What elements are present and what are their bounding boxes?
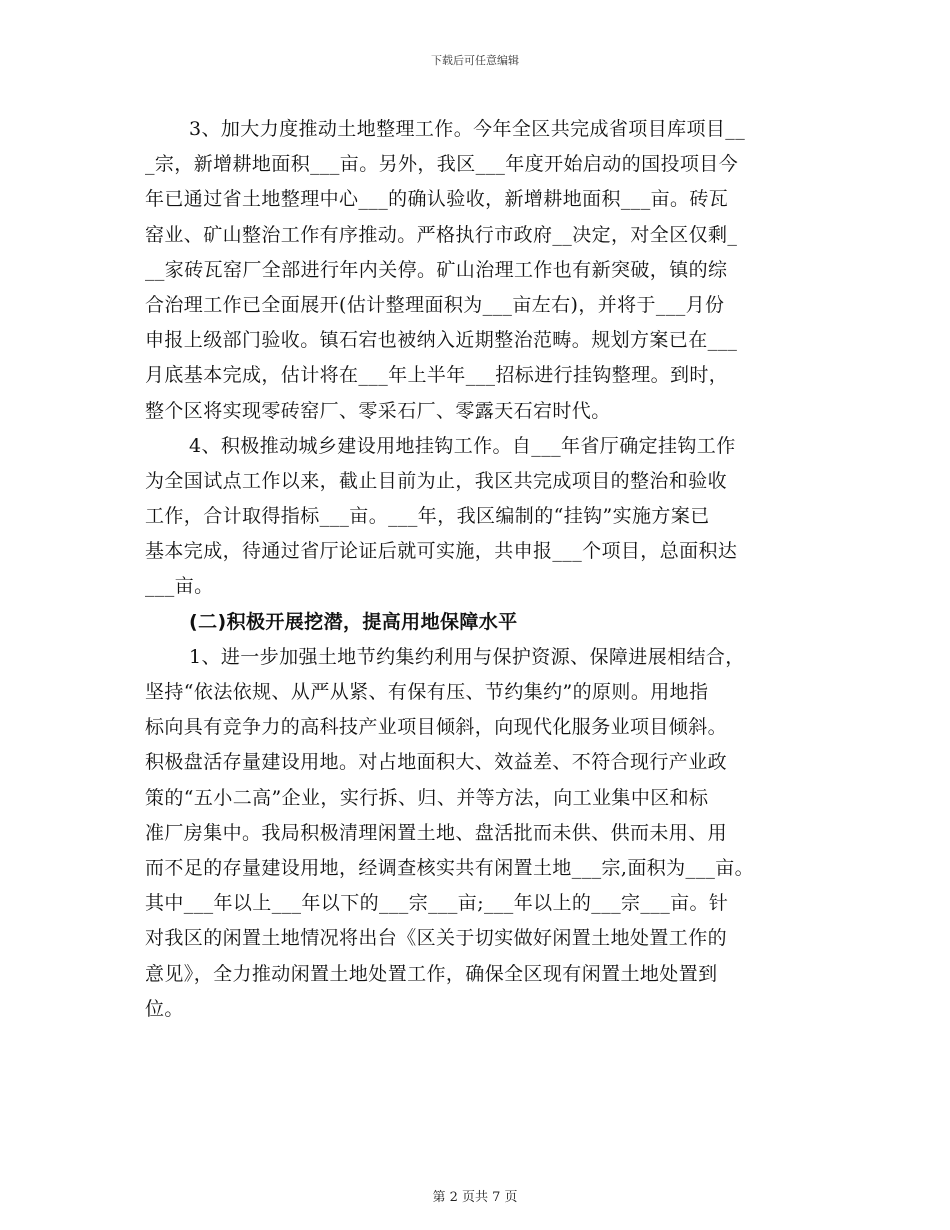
text-line: 标向具有竞争力的高科技产业项目倾斜，向现代化服务业项目倾斜。 [145, 716, 728, 739]
text-line: 积极盘活存量建设用地。对占地面积大、效益差、不符合现行产业政 [145, 751, 728, 774]
text-line: ___亩。 [145, 575, 214, 598]
text-line: __家砖瓦窑厂全部进行年内关停。矿山治理工作也有新突破，镇的综 [145, 258, 728, 281]
page-number: 第 2 页共 7 页 [432, 1190, 518, 1205]
text-line: 位。 [145, 997, 184, 1020]
text-line: 坚持“依法依规、从严从紧、有保有压、节约集约”的原则。用地指 [145, 681, 709, 703]
text-line: 为全国试点工作以来，截止目前为止，我区共完成项目的整治和验收 [145, 469, 728, 492]
text-line: 1、进一步加强土地节约集约利用与保护资源、保障进展相结合， [189, 645, 745, 668]
page-header: 下载后可任意编辑 [431, 54, 519, 67]
text-line: 申报上级部门验收。镇石宕也被纳入近期整治范畴。规划方案已在___ [145, 329, 738, 352]
text-line: 3、加大力度推动土地整理工作。今年全区共完成省项目库项目__ [189, 118, 746, 140]
text-line: 对我区的闲置土地情况将出台《区关于切实做好闲置土地处置工作的 [145, 927, 728, 950]
text-line: 准厂房集中。我局积极清理闲置土地、盘活批而未供、供而未用、用 [145, 821, 728, 844]
text-line: 意见》，全力推动闲置土地处置工作，确保全区现有闲置土地处置到 [145, 962, 718, 985]
text-line: 整个区将实现零砖窑厂、零采石厂、零露天石宕时代。 [145, 399, 611, 422]
text-line: 其中___年以上___年以下的___宗___亩;___年以上的___宗___亩。针 [145, 892, 729, 915]
text-line: 合治理工作已全面展开(估计整理面积为___亩左右)，并将于___月份 [145, 293, 725, 316]
section-heading: (二)积极开展挖潜，提高用地保障水平 [189, 610, 518, 633]
text-line: 而不足的存量建设用地，经调查核实共有闲置土地___宗,面积为___亩。 [145, 856, 755, 879]
text-line: 策的“五小二高”企业，实行拆、归、并等方法，向工业集中区和标 [145, 786, 709, 809]
text-line: 工作，合计取得指标___亩。___年，我区编制的“挂钩”实施方案已 [145, 505, 710, 528]
text-line: 基本完成，待通过省厅论证后就可实施，共申报___个项目，总面积达 [145, 540, 738, 563]
text-line: 4、积极推动城乡建设用地挂钩工作。自___年省厅确定挂钩工作 [189, 434, 736, 457]
document-body [145, 112, 825, 1027]
text-line: 月底基本完成，估计将在___年上半年___招标进行挂钩整理。到时， [145, 364, 729, 387]
text-line: 年已通过省土地整理中心___的确认验收，新增耕地面积___亩。砖瓦 [145, 188, 729, 211]
text-line: _宗，新增耕地面积___亩。另外，我区___年度开始启动的国投项目今 [145, 153, 739, 176]
text-line: 窑业、矿山整治工作有序推动。严格执行市政府__决定，对全区仅剩_ [145, 223, 738, 246]
